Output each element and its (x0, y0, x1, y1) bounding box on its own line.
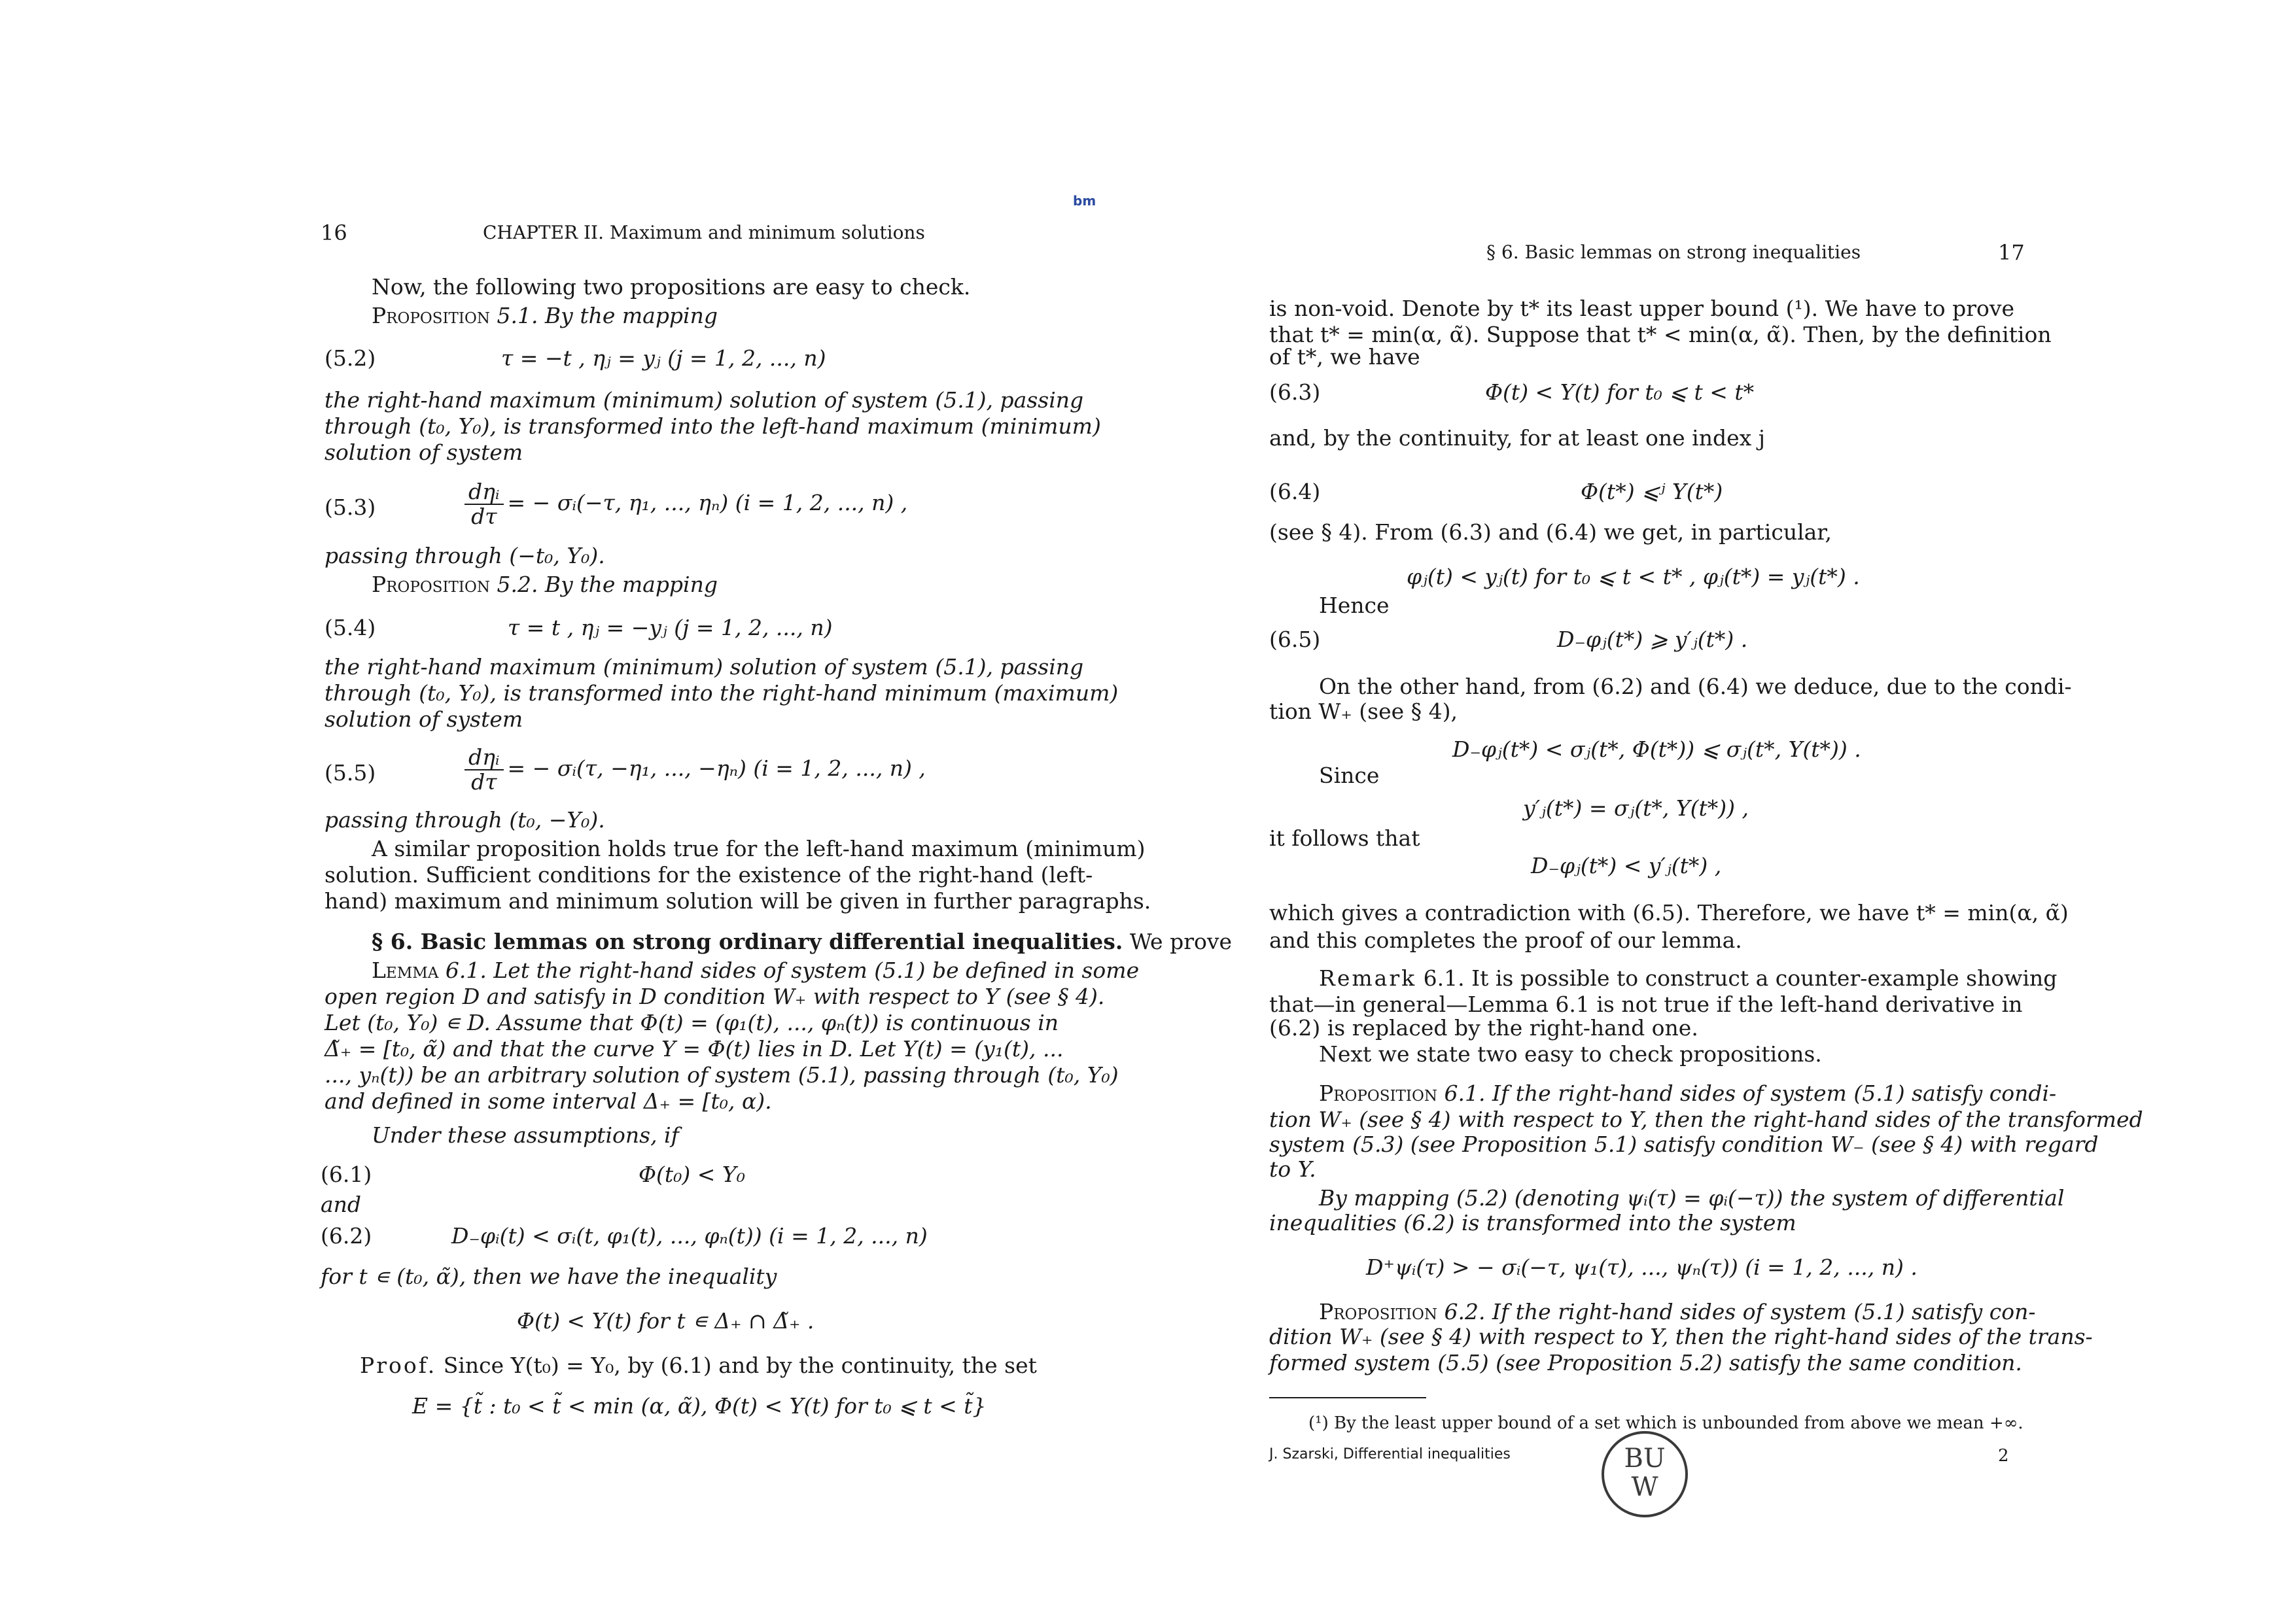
denominator: dτ (471, 769, 497, 795)
equation-6-3: Φ(t) < Y(t) for t₀ ⩽ t < t* (1485, 379, 1755, 405)
text-line: dition W₊ (see § 4) with respect to Y, then the right-hand sides of the trans- (1269, 1324, 2093, 1349)
text-line: (6.2) is replaced by the right-hand one. (1269, 1015, 1698, 1041)
text-line: of t*, we have (1269, 344, 1420, 370)
text-line: for t ∊ (t₀, α̃), then we have the inequality (321, 1264, 777, 1289)
label: Proposition (1319, 1299, 1437, 1324)
text-line: Under these assumptions, if (372, 1122, 679, 1148)
label: Proposition (372, 572, 490, 597)
text-line: Now, the following two propositions are easy to check. (372, 274, 971, 300)
text: 5.1. By the mapping (497, 303, 718, 328)
footnote: (¹) By the least upper bound of a set which is unbounded from above we mean +∞. (1308, 1413, 2023, 1433)
text-line: which gives a contradiction with (6.5). Therefore, we have t* = min(α, α̃) (1269, 900, 2069, 925)
equation-5-4: τ = t , ηⱼ = −yⱼ (j = 1, 2, ..., n) (508, 615, 833, 640)
text-line: the right-hand maximum (minimum) solution of system (5.1), passing (324, 654, 1084, 680)
text: 6.1. Let the right-hand sides of system (5.1) be defined in some (445, 958, 1140, 983)
running-head: CHAPTER II. Maximum and minimum solutions (483, 222, 925, 243)
running-head: § 6. Basic lemmas on strong inequalities (1486, 241, 1861, 263)
text-line: (see § 4). From (6.3) and (6.4) we get, in particular, (1269, 519, 1832, 545)
text-line: system (5.3) (see Proposition 5.1) satisfy condition W₋ (see § 4) with regard (1269, 1132, 2099, 1157)
text-line: solution of system (324, 706, 523, 732)
eq-number: (5.3) (324, 494, 376, 520)
text-line: and (321, 1192, 362, 1217)
page-number: 16 (321, 220, 347, 245)
equation-6-2: D₋φᵢ(t) < σᵢ(t, φ₁(t), ..., φₙ(t)) (i = 1, 2, ..., n) (451, 1223, 928, 1249)
page-number: 17 (1998, 240, 2025, 265)
text-line: formed system (5.5) (see Proposition 5.2) satisfy the same condition. (1269, 1350, 2022, 1375)
text: We prove (1129, 929, 1233, 954)
equation-6-5: D₋φⱼ(t*) ⩾ y′ⱼ(t*) . (1557, 627, 1748, 652)
text-line: is non-void. Denote by t* its least upper bound (¹). We have to prove (1269, 296, 2015, 321)
text-line: through (t₀, Y₀), is transformed into the right-hand minimum (maximum) (324, 680, 1119, 706)
eq-number: (6.1) (321, 1162, 372, 1187)
remark-6-1 (1319, 965, 2057, 992)
text-line: A similar proposition holds true for the left-hand maximum (minimum) (372, 836, 1146, 861)
text-line: tion W₊ (see § 4), (1269, 699, 1458, 724)
text-line: solution of system (324, 440, 523, 465)
publisher-logo: bm (1073, 193, 1096, 209)
text-line: passing through (−t₀, Y₀). (324, 543, 605, 568)
text-line: Δ̃₊ = [t₀, α̃) and that the curve Y = Φ(t) lies in D. Let Y(t) = (y₁(t), ... (324, 1036, 1064, 1062)
text-line: it follows that (1269, 825, 1420, 851)
text-line: through (t₀, Y₀), is transformed into the left-hand maximum (minimum) (324, 413, 1101, 439)
text-line: Next we state two easy to check propositions. (1319, 1041, 1822, 1067)
text-line: and defined in some interval Δ₊ = [t₀, α). (324, 1088, 772, 1114)
equation-inequality: Φ(t) < Y(t) for t ∊ Δ₊ ∩ Δ̃₊ . (517, 1308, 815, 1334)
equation-6-4: Φ(t*) ⩽ʲ Y(t*) (1581, 479, 1723, 504)
signature: J. Szarski, Differential inequalities (1269, 1446, 1511, 1462)
stamp-bottom: W (1631, 1472, 1658, 1502)
proof (360, 1353, 1037, 1379)
text-line: the right-hand maximum (minimum) solution of system (5.1), passing (324, 387, 1084, 413)
right-page (1269, 0, 2143, 1624)
equation-5-5 (461, 746, 926, 794)
label: Proof. (360, 1353, 437, 1378)
text-line: ..., yₙ(t)) be an arbitrary solution of system (5.1), passing through (t₀, Y₀) (324, 1062, 1119, 1088)
proposition-5-1 (372, 303, 718, 329)
section-heading (372, 929, 1232, 955)
denominator: dτ (471, 504, 497, 529)
label: Lemma (372, 958, 439, 983)
text-line: tion W₊ (see § 4) with respect to Y, then the right-hand sides of the transformed (1269, 1107, 2143, 1132)
eq-number: (6.2) (321, 1223, 372, 1249)
lemma-6-1 (372, 958, 1139, 984)
text-line: hand) maximum and minimum solution will be given in further paragraphs. (324, 888, 1151, 914)
text-line: Let (t₀, Y₀) ∊ D. Assume that Φ(t) = (φ₁(t), ..., φₙ(t)) is continuous in (324, 1010, 1059, 1035)
text: 5.2. By the mapping (497, 572, 718, 597)
text: 6.2. If the right-hand sides of system (5.1) satisfy con- (1444, 1299, 2036, 1324)
rhs: = − σᵢ(τ, −η₁, ..., −ηₙ) (i = 1, 2, ..., n) , (507, 755, 926, 781)
eq-number: (6.5) (1269, 627, 1321, 652)
label: Remark (1319, 965, 1417, 991)
proposition-6-2 (1319, 1299, 2036, 1325)
library-stamp (1602, 1431, 1688, 1517)
text-line: that—in general—Lemma 6.1 is not true if the left-hand derivative in (1269, 992, 2023, 1017)
text-line: and, by the continuity, for at least one index j (1269, 425, 1765, 451)
text: 6.1. If the right-hand sides of system (5.1) satisfy condi- (1444, 1080, 2057, 1106)
numerator: dηᵢ (464, 480, 504, 505)
stamp-top: BU (1624, 1443, 1666, 1474)
equation-condition: D₋φⱼ(t*) < σⱼ(t*, Φ(t*)) ⩽ σⱼ(t*, Y(t*)) . (1452, 736, 1861, 762)
equation-follows: D₋φⱼ(t*) < y′ⱼ(t*) , (1531, 853, 1722, 878)
eq-number: (6.4) (1269, 479, 1321, 504)
equation-set: E = {t̃ : t₀ < t̃ < min (α, α̃), Φ(t) < Y(t) for t₀ ⩽ t < t̃} (412, 1393, 987, 1419)
equation-particular: φⱼ(t) < yⱼ(t) for t₀ ⩽ t < t* , φⱼ(t*) = yⱼ(t*) . (1407, 564, 1860, 589)
text-line: solution. Sufficient conditions for the existence of the right-hand (left- (324, 862, 1093, 888)
text-line: inequalities (6.2) is transformed into the system (1269, 1210, 1796, 1235)
footnote-rule (1269, 1397, 1426, 1398)
text-line: By mapping (5.2) (denoting ψᵢ(τ) = φᵢ(−τ)) the system of differential (1319, 1185, 2065, 1211)
eq-number: (5.5) (324, 760, 376, 786)
proposition-6-1 (1319, 1080, 2056, 1107)
text-line: Since (1319, 763, 1380, 788)
text-line: Hence (1319, 593, 1390, 618)
signature-number: 2 (1998, 1446, 2009, 1466)
equation-5-2: τ = −t , ηⱼ = yⱼ (j = 1, 2, ..., n) (501, 345, 826, 371)
text-line: and this completes the proof of our lemma. (1269, 927, 1742, 953)
eq-number: (5.4) (324, 615, 376, 640)
rhs: = − σᵢ(−τ, η₁, ..., ηₙ) (i = 1, 2, ..., n) , (507, 490, 908, 515)
label: Proposition (372, 303, 490, 328)
eq-number: (6.3) (1269, 379, 1321, 405)
text-line: that t* = min(α, α̃). Suppose that t* < min(α, α̃). Then, by the definition (1269, 322, 2052, 347)
equation-system: D⁺ψᵢ(τ) > − σᵢ(−τ, ψ₁(τ), ..., ψₙ(τ)) (i = 1, 2, ..., n) . (1366, 1254, 1918, 1280)
equation-since: y′ⱼ(t*) = σⱼ(t*, Y(t*)) , (1523, 795, 1749, 821)
text-line: to Y. (1269, 1156, 1316, 1182)
proposition-5-2 (372, 572, 718, 598)
text-line: passing through (t₀, −Y₀). (324, 807, 605, 833)
equation-6-1: Φ(t₀) < Y₀ (639, 1162, 745, 1187)
section-title: § 6. Basic lemmas on strong ordinary differential inequalities. (372, 929, 1123, 954)
eq-number: (5.2) (324, 345, 376, 371)
label: Proposition (1319, 1080, 1437, 1106)
text-line: open region D and satisfy in D condition W₊ with respect to Y (see § 4). (324, 984, 1105, 1009)
text: 6.1. It is possible to construct a counter-example showing (1423, 965, 2058, 991)
numerator: dηᵢ (464, 746, 504, 770)
text-line: On the other hand, from (6.2) and (6.4) we deduce, due to the condi- (1319, 674, 2072, 699)
equation-5-3 (461, 480, 907, 528)
text: Since Y(t₀) = Y₀, by (6.1) and by the continuity, the set (443, 1353, 1037, 1378)
